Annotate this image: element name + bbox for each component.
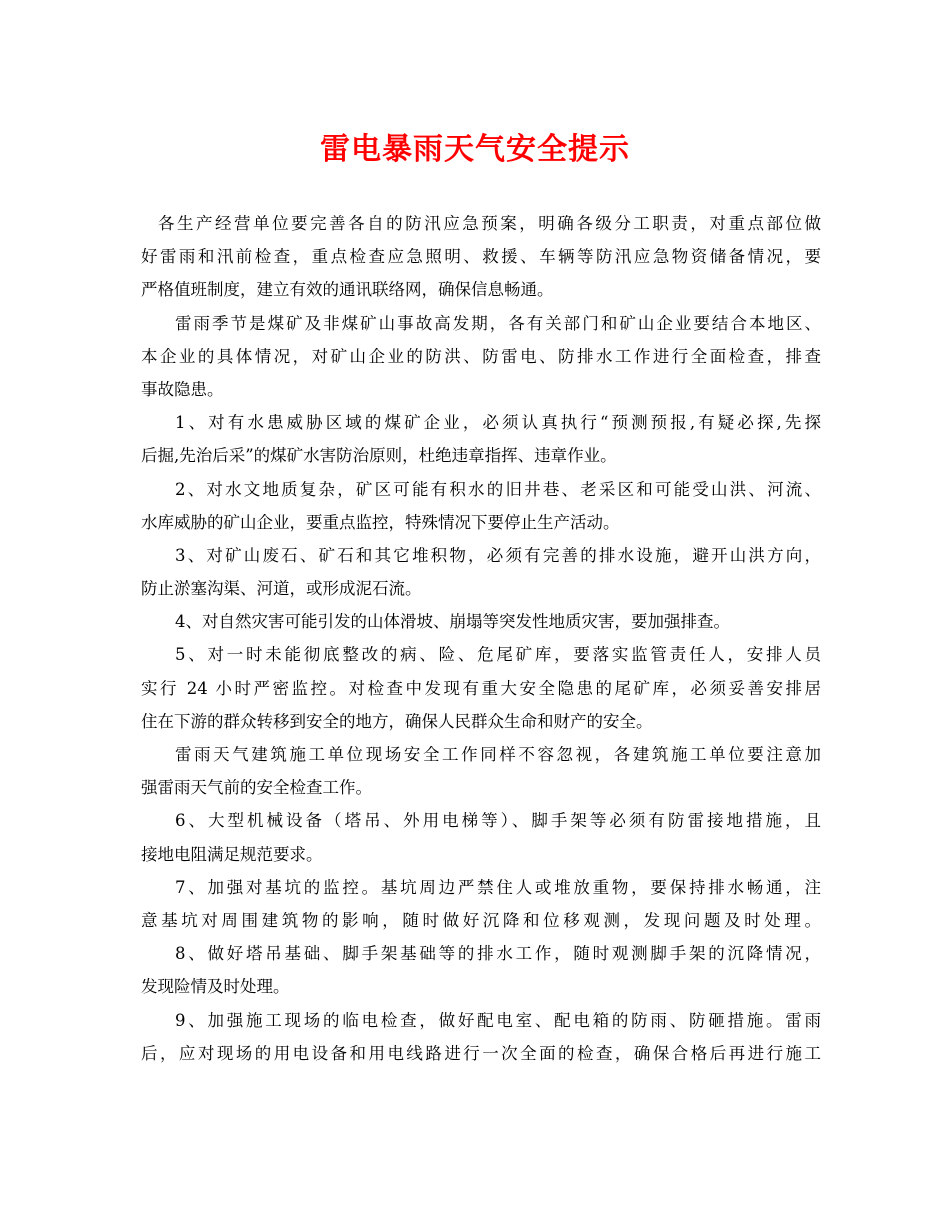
paragraph-line: 本企业的具体情况，对矿山企业的防洪、防雷电、防排水工作进行全面检查，排查	[141, 346, 821, 366]
paragraph-line: 后掘,先治后采”的煤矿水害防治原则，杜绝违章指挥、违章作业。	[141, 446, 617, 466]
paragraph-line: 7、加强对基坑的监控。基坑周边严禁住人或堆放重物，要保持排水畅通，注	[175, 877, 821, 897]
paragraph-line: 4、对自然灾害可能引发的山体滑坡、崩塌等突发性地质灾害，要加强排查。	[175, 612, 730, 632]
paragraph-line: 3、对矿山废石、矿石和其它堆积物，必须有完善的排水设施，避开山洪方向，	[175, 545, 821, 565]
paragraph-line: 住在下游的群众转移到安全的地方，确保人民群众生命和财产的安全。	[141, 711, 653, 731]
paragraph-line: 后，应对现场的用电设备和用电线路进行一次全面的检查，确保合格后再进行施工	[141, 1043, 821, 1063]
paragraph-line: 1、对有水患威胁区域的煤矿企业，必须认真执行“预测预报,有疑必探,先探	[175, 413, 821, 433]
paragraph-line: 意基坑对周围建筑物的影响，随时做好沉降和位移观测，发现问题及时处理。	[141, 910, 821, 930]
paragraph-line: 雷雨季节是煤矿及非煤矿山事故高发期，各有关部门和矿山企业要结合本地区、	[175, 313, 821, 333]
paragraph-line: 5、对一时未能彻底整改的病、险、危尾矿库，要落实监管责任人，安排人员	[175, 645, 821, 665]
paragraph-line: 雷雨天气建筑施工单位现场安全工作同样不容忽视，各建筑施工单位要注意加	[175, 745, 821, 764]
paragraph-line: 强雷雨天气前的安全检查工作。	[141, 778, 372, 798]
paragraph-line: 事故隐患。	[141, 379, 224, 399]
paragraph-line: 接地电阻满足规范要求。	[141, 844, 323, 864]
paragraph-line: 发现险情及时处理。	[141, 977, 290, 997]
paragraph-line: 水库威胁的矿山企业，要重点监控，特殊情况下要停止生产活动。	[141, 512, 620, 532]
paragraph-line: 严格值班制度，建立有效的通讯联络网，确保信息畅通。	[141, 280, 554, 300]
paragraph-line: 6、大型机械设备（塔吊、外用电梯等）、脚手架等必须有防雷接地措施，且	[175, 811, 821, 831]
paragraph-line: 各生产经营单位要完善各自的防汛应急预案，明确各级分工职责，对重点部位做	[158, 214, 821, 233]
paragraph-line: 8、做好塔吊基础、脚手架基础等的排水工作，随时观测脚手架的沉降情况，	[175, 944, 821, 964]
paragraph-line: 9、加强施工现场的临电检查，做好配电室、配电箱的防雨、防砸措施。雷雨	[175, 1010, 821, 1030]
paragraph-line: 好雷雨和汛前检查，重点检查应急照明、救援、车辆等防汛应急物资储备情况，要	[141, 247, 821, 267]
paragraph-line: 2、对水文地质复杂，矿区可能有积水的旧井巷、老采区和可能受山洪、河流、	[175, 479, 821, 499]
document-body	[141, 207, 821, 1070]
paragraph-line: 防止淤塞沟渠、河道，或形成泥石流。	[141, 579, 422, 599]
paragraph-line: 实行 24 小时严密监控。对检查中发现有重大安全隐患的尾矿库，必须妥善安排居	[141, 678, 821, 698]
document-title: 雷电暴雨天气安全提示	[320, 132, 630, 167]
